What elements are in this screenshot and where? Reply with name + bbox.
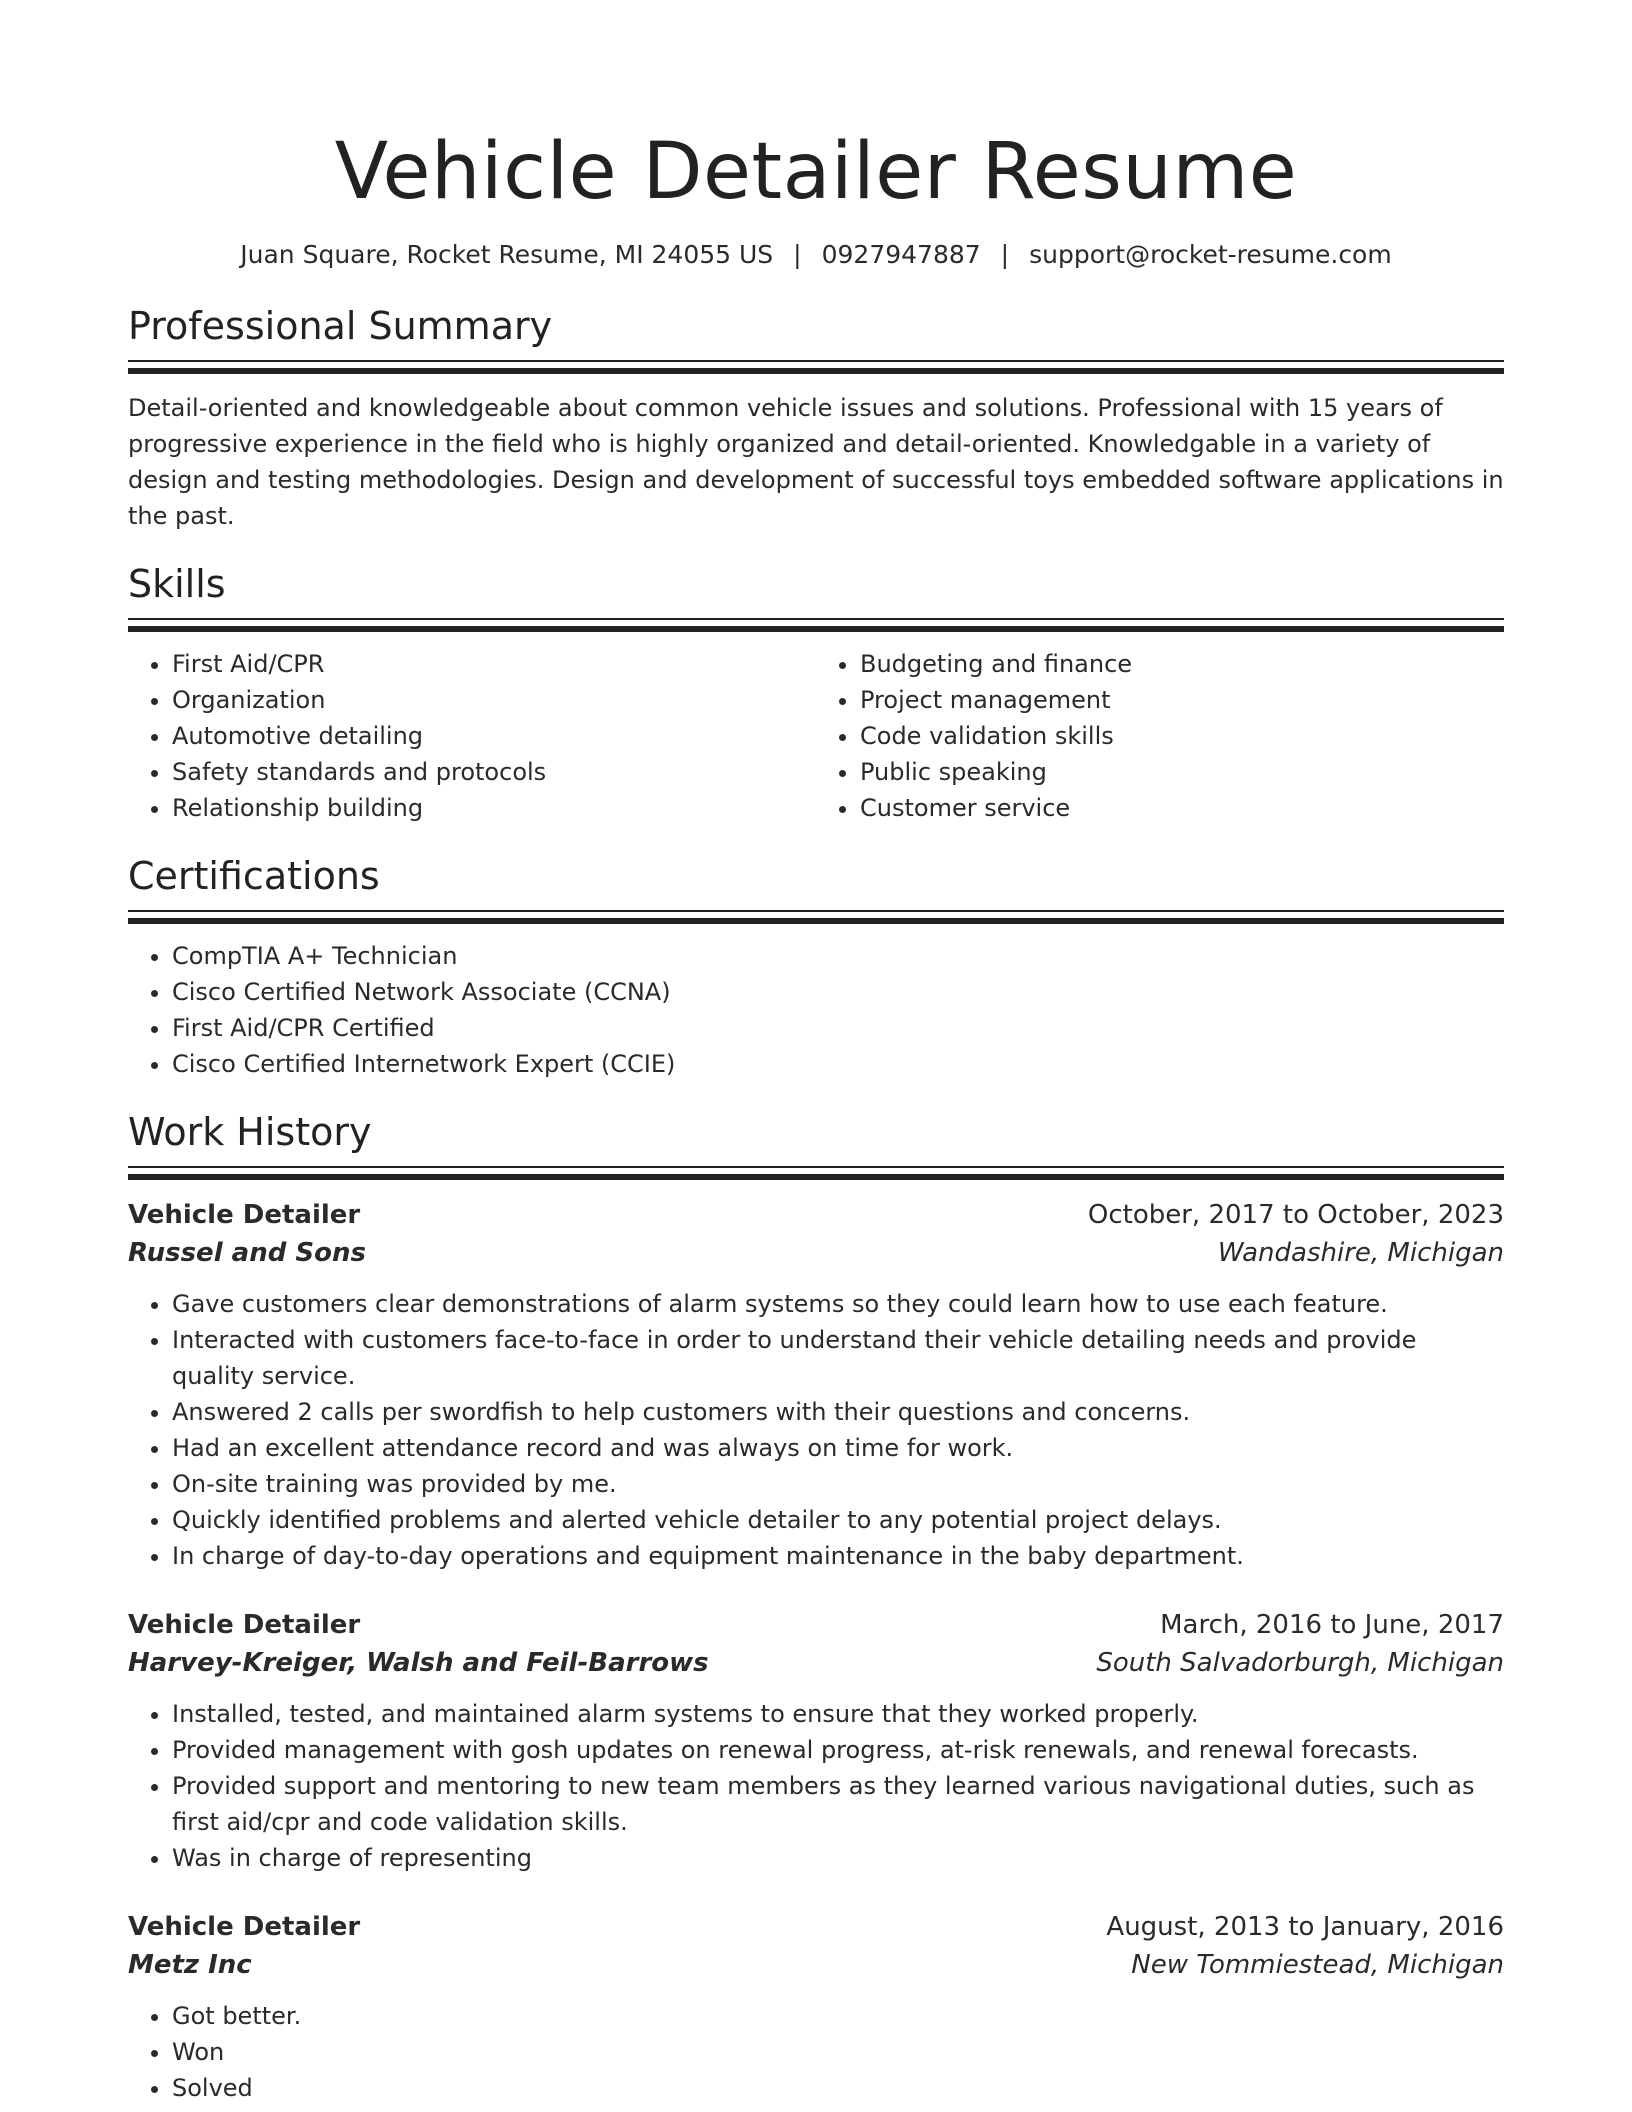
skill-item: • Organization: [172, 682, 816, 718]
job-company: Metz Inc: [128, 1950, 252, 1980]
job-header: [128, 1606, 1504, 1644]
certification-item: • First Aid/CPR Certified: [172, 1010, 1504, 1046]
job-entry: [128, 1196, 1504, 1574]
section-divider: [128, 618, 1504, 632]
skill-item: • Customer service: [860, 790, 1504, 826]
job-duty: • Provided management with gosh updates on renewal progress, at-risk renewals, and renewal forecasts.: [172, 1732, 1504, 1768]
summary-heading: Professional Summary: [128, 304, 553, 348]
job-duties: [128, 1696, 1504, 1876]
certifications-heading: Certifications: [128, 854, 380, 898]
skill-item: • Code validation skills: [860, 718, 1504, 754]
contact-separator: |: [793, 240, 802, 269]
resume-page: [128, 0, 1504, 2106]
job-title: Vehicle Detailer: [128, 1610, 361, 1640]
job-duties: [128, 1286, 1504, 1574]
job-duty: • Answered 2 calls per swordfish to help customers with their questions and concerns.: [172, 1394, 1504, 1430]
job-duty: • Won: [172, 2034, 1504, 2070]
job-dates: October, 2017 to October, 2023: [1087, 1200, 1504, 1230]
job-entry: [128, 1908, 1504, 2106]
summary-section: [128, 302, 1504, 534]
contact-phone: 0927947887: [821, 240, 981, 269]
job-company: Russel and Sons: [128, 1238, 366, 1268]
section-divider: [128, 360, 1504, 374]
job-subheader: [128, 1644, 1504, 1682]
work-history-section: [128, 1108, 1504, 2106]
job-duty: • Had an excellent attendance record and was always on time for work.: [172, 1430, 1504, 1466]
job-duty: • In charge of day-to-day operations and equipment maintenance in the baby department.: [172, 1538, 1504, 1574]
job-header: [128, 1908, 1504, 1946]
section-divider: [128, 910, 1504, 924]
skill-item: • First Aid/CPR: [172, 646, 816, 682]
skills-section: [128, 560, 1504, 826]
job-location: Wandashire, Michigan: [1217, 1238, 1504, 1268]
skill-item: • Safety standards and protocols: [172, 754, 816, 790]
contact-address: Juan Square, Rocket Resume, MI 24055 US: [240, 240, 774, 269]
job-duty: • Interacted with customers face-to-face in order to understand their vehicle detailing needs and provide quality service.: [172, 1322, 1504, 1394]
job-duty: • Solved: [172, 2070, 1504, 2106]
contact-email: support@rocket-resume.com: [1029, 240, 1392, 269]
job-duty: • Provided support and mentoring to new team members as they learned various navigational duties, such as first aid/cpr and code validation skills.: [172, 1768, 1504, 1840]
job-dates: March, 2016 to June, 2017: [1160, 1610, 1504, 1640]
job-dates: August, 2013 to January, 2016: [1106, 1912, 1504, 1942]
resume-title: Vehicle Detailer Resume: [334, 127, 1298, 217]
skill-item: • Project management: [860, 682, 1504, 718]
summary-text: Detail-oriented and knowledgeable about common vehicle issues and solutions. Professional with 15 years of progressive experience in the field who is highly organized and detail-oriented. Knowledgable in a variety of design and testing methodologies. Design and development of successful toys embedded software applications in the past.: [128, 394, 1504, 530]
skills-columns: [128, 646, 1504, 826]
job-location: New Tommiestead, Michigan: [1131, 1950, 1504, 1980]
job-subheader: [128, 1946, 1504, 1984]
job-duty: • Quickly identified problems and alerted vehicle detailer to any potential project delays.: [172, 1502, 1504, 1538]
certification-item: • CompTIA A+ Technician: [172, 938, 1504, 974]
job-duties: [128, 1998, 1504, 2106]
contact-line: [128, 238, 1504, 272]
certifications-section: [128, 852, 1504, 1082]
job-header: [128, 1196, 1504, 1234]
job-location: South Salvadorburgh, Michigan: [1096, 1648, 1504, 1678]
certification-item: • Cisco Certified Internetwork Expert (CCIE): [172, 1046, 1504, 1082]
job-duty: • On-site training was provided by me.: [172, 1466, 1504, 1502]
certifications-list: [128, 938, 1504, 1082]
job-entry: [128, 1606, 1504, 1876]
job-subheader: [128, 1234, 1504, 1272]
job-duty: • Got better.: [172, 1998, 1504, 2034]
job-duty: • Installed, tested, and maintained alarm systems to ensure that they worked properly.: [172, 1696, 1504, 1732]
certification-item: • Cisco Certified Network Associate (CCNA): [172, 974, 1504, 1010]
job-title: Vehicle Detailer: [128, 1200, 361, 1230]
job-duty: • Gave customers clear demonstrations of alarm systems so they could learn how to use each feature.: [172, 1286, 1504, 1322]
job-title: Vehicle Detailer: [128, 1912, 361, 1942]
job-duty: • Was in charge of representing: [172, 1840, 1504, 1876]
skills-heading: Skills: [128, 562, 226, 606]
contact-separator: |: [1000, 240, 1010, 269]
skill-item: • Public speaking: [860, 754, 1504, 790]
skills-list-left: [128, 646, 816, 826]
job-company: Harvey-Kreiger, Walsh and Feil-Barrows: [128, 1648, 709, 1678]
skill-item: • Budgeting and finance: [860, 646, 1504, 682]
section-divider: [128, 1166, 1504, 1180]
skills-list-right: [816, 646, 1504, 826]
skill-item: • Relationship building: [172, 790, 816, 826]
work-history-heading: Work History: [128, 1110, 372, 1154]
skill-item: • Automotive detailing: [172, 718, 816, 754]
